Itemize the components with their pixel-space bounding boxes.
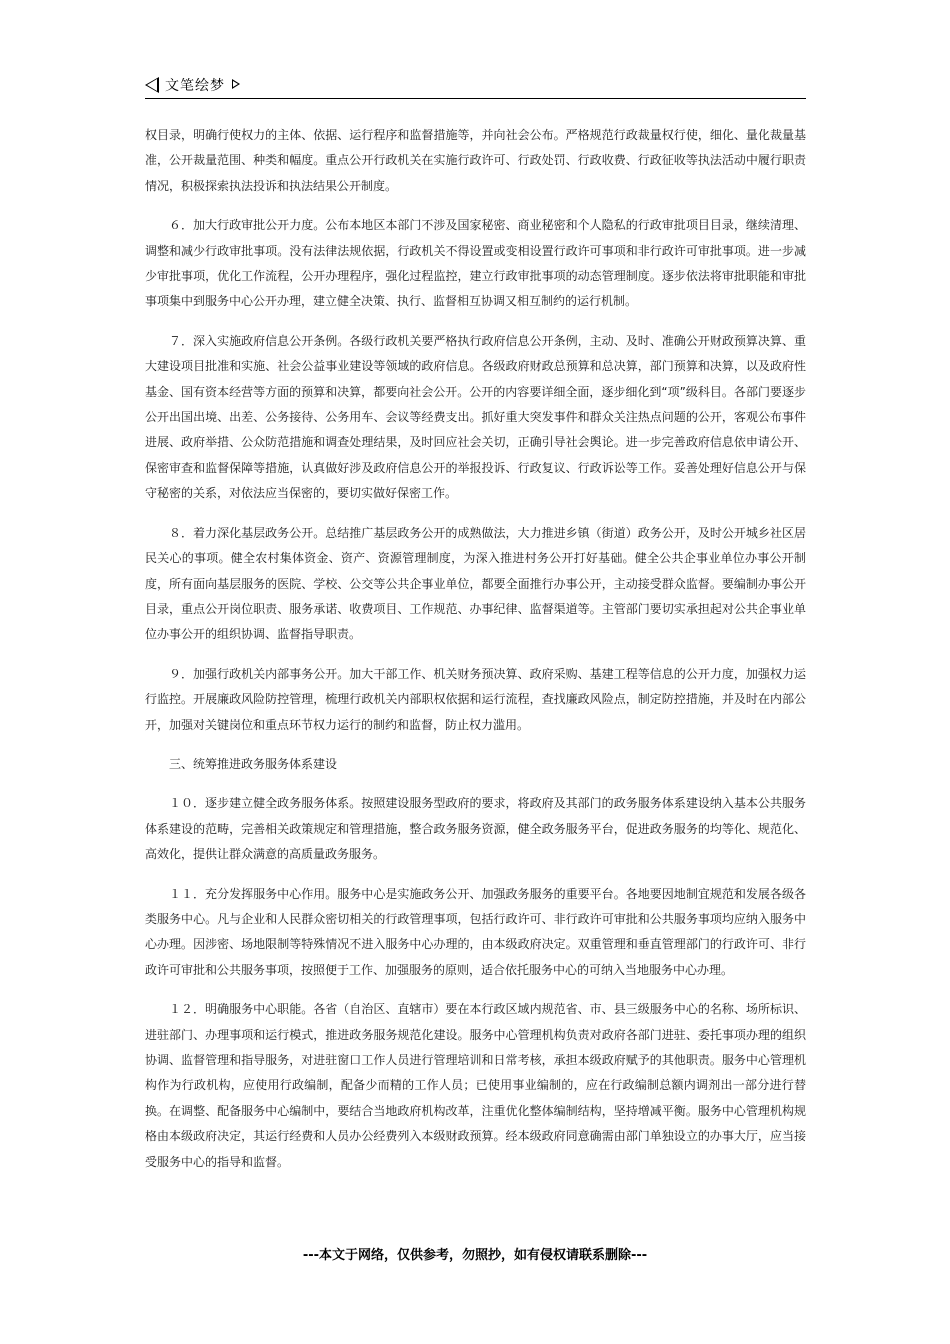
paragraph: １２．明确服务中心职能。各省（自治区、直辖市）要在本行政区域内规范省、市、县三级服务中心的名称、场所标识、进驻部门、办理事项和运行模式，推进政务服务规范化建设。服务中心管理机构负责对政府各部门进驻、委托事项办理的组织协调、监督管理和指导服务，对进驻窗口工作人员进行管理培训和日常考核，承担本级政府赋予的其他职责。服务中心管理机构作为行政机构，应使用行政编制，配备少而精的工作人员；已使用事业编制的，应在行政编制总额内调剂出一部分进行替换。在调整、配备服务中心编制中，要结合当地政府机构改革，注重优化整体编制结构，坚持增减平衡。服务中心管理机构规格由本级政府决定，其运行经费和人员办公经费列入本级财政预算。经本级政府同意确需由部门单独设立的办事大厅，应当接受服务中心的指导和监督。 — [145, 1002, 806, 1169]
paragraph: １０．逐步建立健全政务服务体系。按照建设服务型政府的要求，将政府及其部门的政务服务体系建设纳入基本公共服务体系建设的范畴，完善相关政策规定和管理措施，整合政务服务资源，健全政务服务平台，促进政务服务的均等化、规范化、高效化，提供让群众满意的高质量政务服务。 — [145, 796, 806, 862]
document-body — [145, 123, 806, 1189]
triangle-right-icon — [232, 79, 240, 89]
paragraph: ９．加强行政机关内部事务公开。加大干部工作、机关财务预决算、政府采购、基建工程等信息的公开力度，加强权力运行监控。开展廉政风险防控管理，梳理行政机关内部职权依据和运行流程，查找廉政风险点，制定防控措施，并及时在内部公开，加强对关键岗位和重点环节权力运行的制约和监督，防止权力滥用。 — [145, 666, 806, 732]
footer-disclaimer: ---本文于网络，仅供参考，勿照抄，如有侵权请联系删除--- — [302, 1248, 648, 1263]
paragraph: 权目录，明确行使权力的主体、依据、运行程序和监督措施等，并向社会公布。严格规范行政裁量权行使，细化、量化裁量基准，公开裁量范围、种类和幅度。重点公开行政机关在实施行政许可、行政处罚、行政收费、行政征收等执法活动中履行职责情况，积极探索执法投诉和执法结果公开制度。 — [145, 128, 806, 193]
page-header — [145, 74, 806, 99]
paragraph: ７．深入实施政府信息公开条例。各级行政机关要严格执行政府信息公开条例，主动、及时、准确公开财政预算决算、重大建设项目批准和实施、社会公益事业建设等领域的政府信息。各级政府财政总预算和总决算，部门预算和决算，以及政府性基金、国有资本经营等方面的预算和决算，都要向社会公开。公开的内容要详细全面，逐步细化到“项”级科目。各部门要逐步公开出国出境、出差、公务接待、公务用车、会议等经费支出。抓好重大突发事件和群众关注热点问题的公开，客观公布事件进展、政府举措、公众防范措施和调查处理结果，及时回应社会关切，正确引导社会舆论。进一步完善政府信息依申请公开、保密审查和监督保障等措施，认真做好涉及政府信息公开的举报投诉、行政复议、行政诉讼等工作。妥善处理好信息公开与保守秘密的关系，对依法应当保密的，要切实做好保密工作。 — [145, 333, 806, 501]
paragraph: ８．着力深化基层政务公开。总结推广基层政务公开的成熟做法，大力推进乡镇（街道）政务公开，及时公开城乡社区居民关心的事项。健全农村集体资金、资产、资源管理制度，为深入推进村务公开打好基础。健全公共企事业单位办事公开制度，所有面向基层服务的医院、学校、公交等公共企事业单位，都要全面推行办事公开，主动接受群众监督。要编制办事公开目录，重点公开岗位职责、服务承诺、收费项目、工作规范、办事纪律、监督渠道等。主管部门要切实承担起对公共企事业单位办事公开的组织协调、监督指导职责。 — [145, 525, 806, 642]
section-heading: 三、统筹推进政务服务体系建设 — [169, 756, 338, 771]
header-title: 文笔绘梦 — [165, 78, 225, 94]
triangle-left-icon — [145, 77, 159, 93]
paragraph: ６．加大行政审批公开力度。公布本地区本部门不涉及国家秘密、商业秘密和个人隐私的行政审批项目目录，继续清理、调整和减少行政审批事项。没有法律法规依据，行政机关不得设置或变相设置行政许可事项和非行政许可审批事项。进一步减少审批事项，优化工作流程，公开办理程序，强化过程监控，建立行政审批事项的动态管理制度。逐步依法将审批职能和审批事项集中到服务中心公开办理，建立健全决策、执行、监督相互协调又相互制约的运行机制。 — [145, 218, 806, 309]
paragraph: １１．充分发挥服务中心作用。服务中心是实施政务公开、加强政务服务的重要平台。各地要因地制宜规范和发展各级各类服务中心。凡与企业和人民群众密切相关的行政管理事项，包括行政许可、非行政许可审批和公共服务事项均应纳入服务中心办理。因涉密、场地限制等特殊情况不进入服务中心办理的，由本级政府决定。双重管理和垂直管理部门的行政许可、非行政许可审批和公共服务事项，按照便于工作、加强服务的原则，适合依托服务中心的可纳入当地服务中心办理。 — [145, 886, 806, 977]
